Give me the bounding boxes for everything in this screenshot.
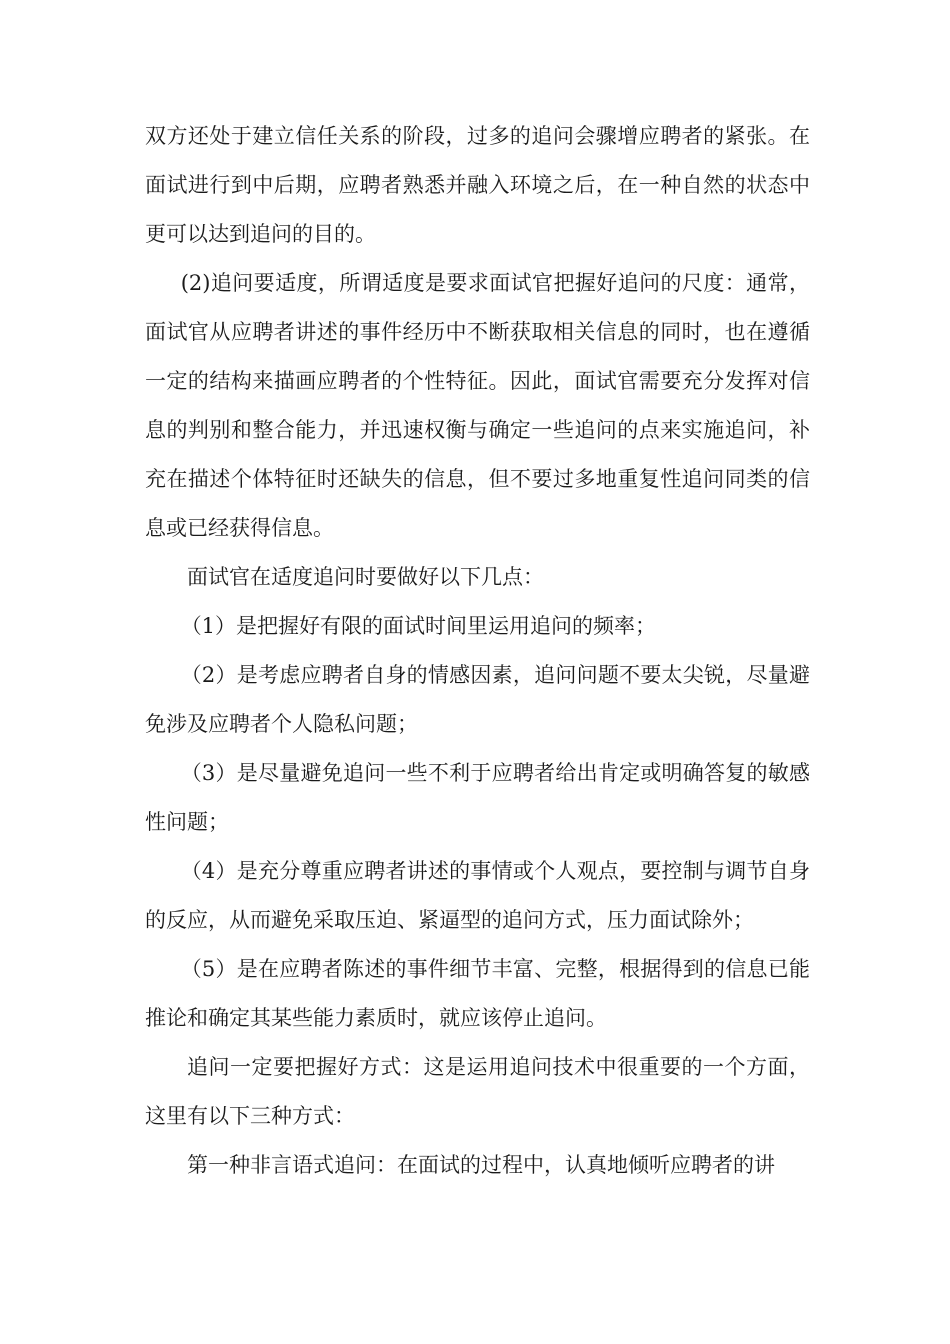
paragraph-intro-list: 面试官在适度追问时要做好以下几点：: [187, 565, 544, 589]
list-item-3: （3）是尽量避免追问一些不利于应聘者给出肯定或明确答复的敏感性问题；: [145, 761, 810, 834]
list-item-5: （5）是在应聘者陈述的事件细节丰富、完整，根据得到的信息已能推论和确定其某些能力素质时，就应该停止追问。: [145, 957, 810, 1030]
list-item-1: （1）是把握好有限的面试时间里运用追问的频率；: [180, 614, 657, 638]
paragraph-point-2: (2)追问要适度，所谓适度是要求面试官把握好追问的尺度：通常，面试官从应聘者讲述的事件经历中不断获取相关信息的同时，也在遵循一定的结构来描画应聘者的个性特征。因此，面试官需要充分发挥对信息的判别和整合能力，并迅速权衡与确定一些追问的点来实施追问，补充在描述个体特征时还缺失的信息，但不要过多地重复性追问同类的信息或已经获得信息。: [145, 271, 810, 540]
paragraph-first-method: 第一种非言语式追问：在面试的过程中，认真地倾听应聘者的讲: [187, 1153, 775, 1177]
document-body: [145, 112, 810, 1190]
list-item-4: （4）是充分尊重应聘者讲述的事情或个人观点，要控制与调节自身的反应，从而避免采取压迫、紧逼型的追问方式，压力面试除外；: [145, 859, 810, 932]
paragraph-continuation: 双方还处于建立信任关系的阶段，过多的追问会骤增应聘者的紧张。在面试进行到中后期，应聘者熟悉并融入环境之后，在一种自然的状态中更可以达到追问的目的。: [145, 124, 810, 246]
list-item-2: （2）是考虑应聘者自身的情感因素，追问问题不要太尖锐，尽量避免涉及应聘者个人隐私问题；: [145, 663, 810, 736]
paragraph-methods: 追问一定要把握好方式：这是运用追问技术中很重要的一个方面，这里有以下三种方式：: [145, 1055, 810, 1128]
